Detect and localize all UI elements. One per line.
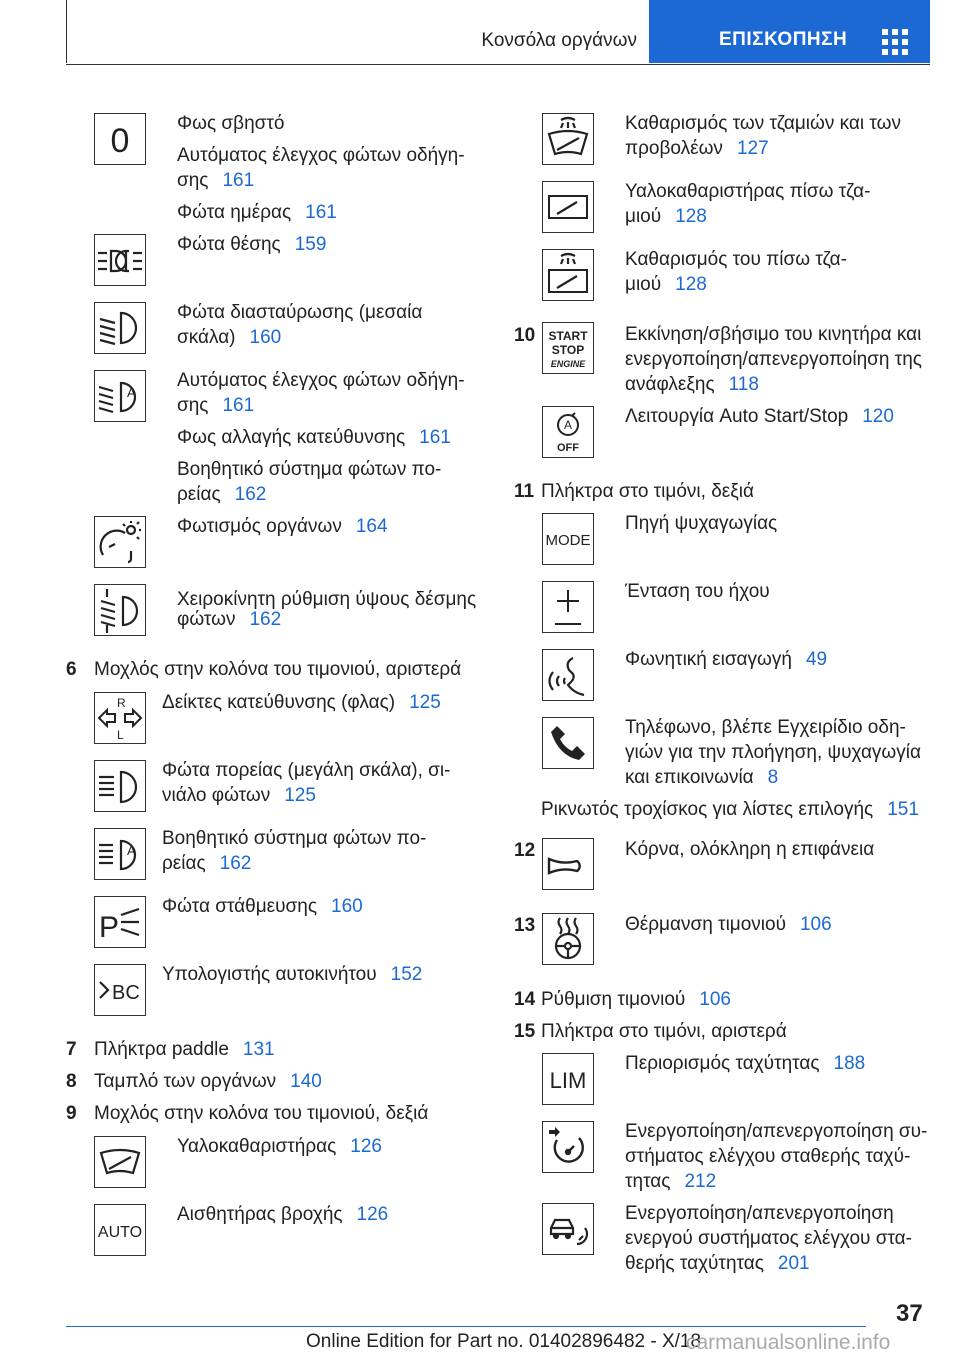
page-ref: 152 — [390, 964, 423, 985]
high-beam-assist-icon — [94, 828, 146, 880]
wiper-icon — [94, 1136, 146, 1188]
entry-steering-wheel-heating: Θέρμανση τιμονιού 106 — [625, 914, 832, 935]
entry-phone-cont2: και επικοινωνία 8 — [625, 767, 779, 788]
page-ref: 164 — [355, 516, 388, 537]
item-number-8: 8 — [66, 1071, 77, 1092]
svg-text:R: R — [117, 696, 126, 710]
entry-active-cruise-control: Ενεργοποίηση/απενεργοποίηση — [625, 1203, 894, 1224]
page-ref: 118 — [728, 374, 759, 395]
page-ref: 161 — [222, 170, 255, 191]
page-ref: 128 — [675, 274, 707, 295]
rear-wash-icon — [542, 249, 594, 301]
svg-text:MODE: MODE — [545, 532, 591, 549]
entry-roller: Ρικνωτός τροχίσκος για λίστες επιλογής 151 — [541, 799, 919, 820]
page-ref: 49 — [805, 649, 828, 670]
page-ref: 128 — [675, 206, 707, 227]
page-ref: 125 — [284, 785, 316, 806]
svg-text:ENGINE: ENGINE — [550, 359, 586, 369]
page-ref: 127 — [736, 138, 769, 159]
page-ref: 160 — [249, 327, 282, 348]
page-header — [66, 0, 930, 65]
entry-high-beam-assist-2: Βοηθητικό σύστημα φώτων πο- — [162, 828, 427, 849]
item-number-14: 14 — [514, 989, 536, 1010]
page-ref: 162 — [249, 609, 282, 630]
entry-rear-wash: Καθαρισμός του πίσω τζα- — [625, 249, 847, 270]
svg-text:A: A — [127, 385, 136, 400]
entry-high-beam-assist-2-cont: ρείας 162 — [162, 853, 252, 874]
entry-rear-wash-cont: μιού 128 — [625, 274, 707, 295]
mode-button-icon — [542, 513, 594, 565]
page-ref: 120 — [862, 406, 894, 427]
item-number-6: 6 — [66, 659, 77, 680]
entry-active-cruise-control-cont: ενεργού συστήματος ελέγχου στα- — [625, 1228, 912, 1249]
entry-rain-sensor: Αισθητήρας βροχής 126 — [177, 1204, 389, 1225]
entry-high-beam-cont: νιάλο φώτων 125 — [162, 785, 316, 806]
header-title-box — [66, 0, 650, 63]
svg-text:BC: BC — [112, 982, 140, 1004]
entry-daytime-lights: Φώτα ημέρας 161 — [177, 202, 337, 223]
page-ref: 8 — [767, 767, 779, 788]
horn-icon — [542, 838, 594, 890]
entry-auto-light-control-cont: σης 161 — [177, 170, 255, 191]
instrument-lighting-icon — [94, 516, 146, 568]
header-section: ΕΠΙΣΚΟΠΗΣΗ — [719, 29, 848, 50]
entry-low-beam-cont: σκάλα) 160 — [177, 327, 282, 348]
entry-cruise-control: Ενεργοποίηση/απενεργοποίηση συ- — [625, 1121, 928, 1142]
entry-phone-cont: γιών για την πλοήγηση, ψυχαγωγία — [625, 742, 921, 763]
page-ref: 159 — [294, 234, 327, 255]
entry-auto-light-control-2: Αυτόματος έλεγχος φώτων οδήγη- — [177, 370, 465, 391]
item-number-15: 15 — [514, 1021, 536, 1042]
entry-headlight-range-cont: φώτων 162 — [177, 609, 282, 630]
item-15-title: Πλήκτρα στο τιμόνι, αριστερά — [541, 1021, 787, 1042]
entry-phone: Τηλέφωνο, βλέπε Εγχειρίδιο οδη- — [625, 717, 906, 738]
page-ref: 106 — [699, 989, 731, 1010]
page-ref: 161 — [419, 427, 451, 448]
entry-high-beam-assist-cont: ρείας 162 — [177, 484, 267, 505]
svg-text:L: L — [117, 728, 124, 742]
page-ref: 212 — [684, 1171, 717, 1192]
svg-text:A: A — [563, 418, 573, 432]
entry-horn: Κόρνα, ολόκληρη η επιφάνεια — [625, 839, 875, 860]
volume-icon — [542, 581, 594, 633]
svg-text:AUTO: AUTO — [97, 1224, 143, 1241]
rain-sensor-icon — [94, 1204, 146, 1256]
parking-light-icon — [94, 896, 146, 948]
page-ref: 201 — [777, 1253, 810, 1274]
light-off-icon — [94, 113, 146, 165]
start-stop-button-icon — [542, 322, 594, 374]
page-ref: 161 — [222, 395, 255, 416]
entry-auto-light-control-2-cont: σης 161 — [177, 395, 255, 416]
page-ref: 151 — [887, 799, 919, 820]
entry-start-stop: Εκκίνηση/σβήσιμο του κινητήρα και — [625, 324, 922, 345]
page-ref: 106 — [799, 914, 832, 935]
watermark: carmanualsonline.info — [686, 1331, 891, 1354]
header-section-box[interactable] — [649, 0, 930, 63]
speed-limiter-icon — [542, 1053, 594, 1105]
page-number: 37 — [896, 1300, 923, 1327]
entry-headlight-range: Χειροκίνητη ρύθμιση ύψους δέσμης — [177, 589, 477, 610]
item-8-title: Ταμπλό των οργάνων 140 — [94, 1071, 322, 1092]
auto-start-stop-icon — [542, 406, 594, 458]
rear-wiper-icon — [542, 181, 594, 233]
page-ref: 188 — [833, 1053, 866, 1074]
entry-turn-signals: Δείκτες κατεύθυνσης (φλας) 125 — [162, 692, 441, 713]
svg-text:OFF: OFF — [557, 442, 579, 454]
page-ref: 131 — [242, 1039, 275, 1060]
svg-text:LIM: LIM — [549, 1068, 587, 1093]
page-ref: 162 — [234, 484, 267, 505]
entry-entertainment-source: Πηγή ψυχαγωγίας — [625, 513, 778, 534]
grid-menu-icon[interactable] — [882, 29, 908, 55]
entry-active-cruise-control-cont2: θερής ταχύτητας 201 — [625, 1253, 810, 1274]
item-14-title: Ρύθμιση τιμονιού 106 — [541, 989, 731, 1010]
low-beam-icon — [94, 302, 146, 354]
item-11-title: Πλήκτρα στο τιμόνι, δεξιά — [541, 481, 754, 502]
entry-high-beam: Φώτα πορείας (μεγάλη σκάλα), σι- — [162, 760, 451, 781]
phone-icon — [542, 717, 594, 769]
entry-start-stop-cont2: ανάφλεξης 118 — [625, 374, 759, 395]
svg-text:STOP: STOP — [551, 343, 585, 357]
page-ref: 162 — [219, 853, 252, 874]
item-number-9: 9 — [66, 1103, 77, 1124]
header-title: Κονσόλα οργάνων — [481, 30, 637, 51]
svg-text:P: P — [99, 911, 120, 944]
edition-text: Online Edition for Part no. 01402896482 - X/18 — [306, 1331, 702, 1352]
high-beam-icon — [94, 760, 146, 812]
active-cruise-control-icon — [542, 1203, 594, 1255]
entry-auto-light-control: Αυτόματος έλεγχος φώτων οδήγη- — [177, 145, 465, 166]
entry-windshield-wash: Καθαρισμός των τζαμιών και των — [625, 113, 901, 134]
parking-lights-icon — [94, 234, 146, 286]
entry-cruise-control-cont2: τητας 212 — [625, 1171, 717, 1192]
page-ref: 160 — [331, 896, 363, 917]
entry-rear-wiper-cont: μιού 128 — [625, 206, 707, 227]
entry-cruise-control-cont: στήματος ελέγχου σταθερής ταχύ- — [625, 1146, 911, 1167]
entry-volume: Ένταση του ήχου — [625, 581, 770, 602]
item-number-12: 12 — [514, 840, 536, 861]
item-number-11: 11 — [514, 481, 535, 502]
voice-input-icon — [542, 649, 594, 701]
steering-wheel-heating-icon — [542, 913, 594, 965]
entry-parking-light: Φώτα στάθμευσης 160 — [162, 896, 363, 917]
headlight-range-icon — [94, 584, 146, 636]
turn-signal-icon — [94, 692, 146, 744]
svg-text:A: A — [127, 843, 136, 858]
entry-high-beam-assist: Βοηθητικό σύστημα φώτων πο- — [177, 459, 442, 480]
entry-instrument-lighting: Φωτισμός οργάνων 164 — [177, 516, 388, 537]
board-computer-icon — [94, 964, 146, 1016]
entry-speed-limiter: Περιορισμός ταχύτητας 188 — [625, 1053, 866, 1074]
item-7-title: Πλήκτρα paddle 131 — [94, 1039, 275, 1060]
item-number-13: 13 — [514, 915, 536, 936]
entry-cornering-light: Φως αλλαγής κατεύθυνσης 161 — [177, 427, 451, 448]
footer-divider — [66, 1326, 866, 1327]
page-ref: 140 — [290, 1071, 322, 1092]
entry-windshield-wash-cont: προβολέων 127 — [625, 138, 769, 159]
windshield-wash-icon — [542, 113, 594, 165]
svg-text:START: START — [548, 329, 588, 343]
entry-rear-wiper: Υαλοκαθαριστήρας πίσω τζα- — [625, 181, 871, 202]
entry-wiper: Υαλοκαθαριστήρας 126 — [177, 1136, 382, 1157]
entry-voice-input: Φωνητική εισαγωγή 49 — [625, 649, 828, 670]
entry-board-computer: Υπολογιστής αυτοκινήτου 152 — [162, 964, 423, 985]
page-ref: 161 — [305, 202, 337, 223]
entry-low-beam: Φώτα διασταύρωσης (μεσαία — [177, 302, 423, 323]
page-ref: 126 — [356, 1204, 389, 1225]
page-ref: 125 — [409, 692, 441, 713]
item-6-title: Μοχλός στην κολόνα του τιμονιού, αριστερά — [94, 659, 462, 680]
svg-text:0: 0 — [110, 122, 130, 160]
item-9-title: Μοχλός στην κολόνα του τιμονιού, δεξιά — [94, 1103, 429, 1124]
entry-parking-lights: Φώτα θέσης 159 — [177, 234, 327, 255]
entry-auto-start-stop: Λειτουργία Auto Start/Stop 120 — [625, 406, 894, 427]
item-number-10: 10 — [514, 325, 536, 346]
cruise-control-icon — [542, 1121, 594, 1173]
item-number-7: 7 — [66, 1039, 77, 1060]
entry-light-off: Φως σβηστό — [177, 113, 285, 134]
auto-headlight-icon — [94, 370, 146, 422]
page-ref: 126 — [350, 1136, 382, 1157]
entry-start-stop-cont: ενεργοποίηση/απενεργοποίηση της — [625, 349, 922, 370]
